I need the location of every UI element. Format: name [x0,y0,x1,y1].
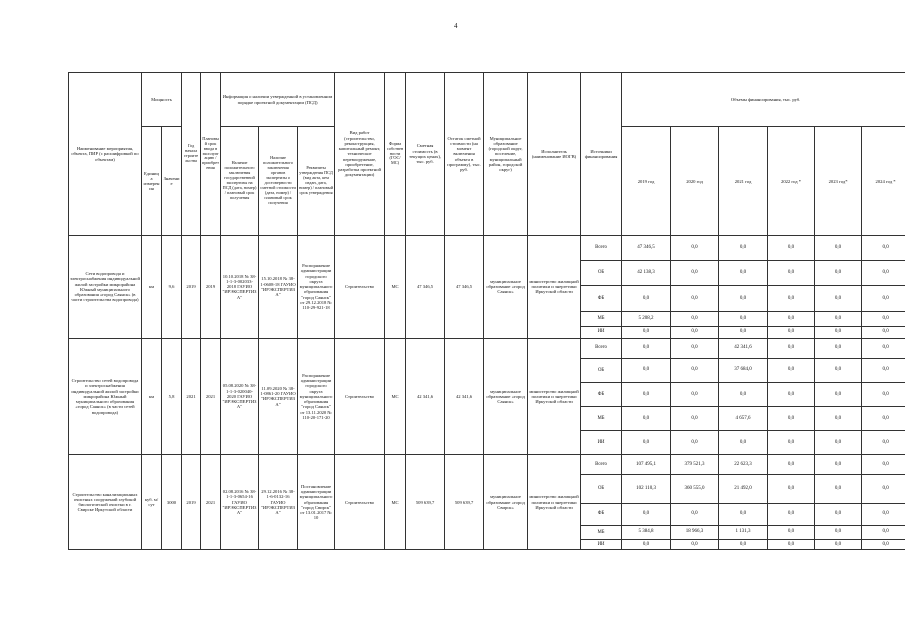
year-header-2020: 2020 год [671,127,719,236]
capacity-value: 9,6 [162,236,182,339]
capacity-value: 3000 [162,455,182,550]
remaining-cost: 509 639,7 [445,455,484,550]
funding-value: 0,0 [862,539,905,549]
funding-value: 0,0 [815,455,862,475]
funding-value: 0,0 [815,358,862,382]
funding-value: 4 657,6 [719,407,768,431]
funding-source: ФБ [581,503,622,525]
ownership-form: МС [385,455,406,550]
funding-value: 0,0 [862,286,905,312]
funding-value: 0,0 [815,382,862,406]
psd-cost: 15.10.2018 № 38-1-0608-18 ГАУИО "ИРЭКСПЕРТИЗА" [259,236,298,339]
funding-value: 0,0 [719,382,768,406]
estimate-cost: 47 346,5 [406,236,445,339]
funding-value: 0,0 [815,431,862,455]
funding-value: 0,0 [862,431,905,455]
funding-source: ОБ [581,358,622,382]
funding-value: 0,0 [768,525,815,539]
ownership-form: МС [385,236,406,339]
plan-year: 2019 [201,236,221,339]
funding-value: 0,0 [768,407,815,431]
funding-source: Всего [581,455,622,475]
funding-value: 0,0 [815,407,862,431]
funding-value: 37 684,0 [719,358,768,382]
funding-value: 0,0 [768,503,815,525]
executor: министерство жилищной политики и энергетики Иркутской области [528,338,581,455]
funding-value: 0,0 [862,358,905,382]
funding-value: 0,0 [622,407,671,431]
funding-value: 0,0 [815,475,862,503]
header-row-1 [69,73,905,127]
funding-value: 0,0 [719,326,768,338]
investment-program-table [68,72,905,550]
funding-source: МБ [581,407,622,431]
work-type: Строительство [335,338,385,455]
funding-value: 0,0 [719,312,768,326]
funding-source: МБ [581,525,622,539]
estimate-cost: 509 639,7 [406,455,445,550]
col-start-header: Год начала строительства [182,73,201,236]
funding-value: 0,0 [862,236,905,261]
funding-value: 0,0 [671,286,719,312]
funding-value: 0,0 [815,338,862,358]
funding-value: 107 495,1 [622,455,671,475]
funding-value: 18 966,3 [671,525,719,539]
year-header-2021: 2021 год [719,127,768,236]
col-psd-header: Информация о наличии утвержденной в установленном порядке проектной документации (ПСД) [221,73,335,127]
funding-value: 0,0 [768,539,815,549]
year-header-2023: 2023 год* [815,127,862,236]
funding-value: 379 521,3 [671,455,719,475]
plan-year: 2021 [201,455,221,550]
funding-value: 0,0 [671,503,719,525]
funding-value: 0,0 [622,326,671,338]
col-psd-exp-header: Наличие положительного заключения государственной экспертизы на ПСД (дата, номер) / плановый срок получения [221,127,259,236]
funding-value: 47 346,5 [622,236,671,261]
funding-value: 0,0 [622,431,671,455]
work-type: Строительство [335,455,385,550]
year-header-2022: 2022 год * [768,127,815,236]
funding-value: 0,0 [768,326,815,338]
col-mo-header: Муниципальное образование (городской округ, поселение, муниципальный район, городской округ) [484,73,528,236]
funding-value: 0,0 [719,236,768,261]
remaining-cost: 47 346,5 [445,236,484,339]
capacity-unit: км [142,236,162,339]
funding-source: ИИ [581,431,622,455]
funding-source: Всего [581,338,622,358]
ownership-form: МС [385,338,406,455]
funding-value: 0,0 [862,503,905,525]
funding-value: 0,0 [622,539,671,549]
funding-source: ИИ [581,539,622,549]
funding-value: 0,0 [622,503,671,525]
funding-value: 102 110,3 [622,475,671,503]
funding-value: 0,0 [671,431,719,455]
year-header-2019: 2019 год [622,127,671,236]
start-year: 2019 [182,236,201,339]
funding-value: 0,0 [671,312,719,326]
funding-value: 0,0 [815,525,862,539]
object-name: Сети водопровода и электроснабжения индивидуальной жилой застройки микрорайона Южный муниципального образования «город Саянск» (в части строительства водопровода) [69,236,142,339]
funding-source: ОБ [581,261,622,286]
funding-value: 0,0 [862,455,905,475]
funding-value: 0,0 [768,338,815,358]
funding-value: 0,0 [768,431,815,455]
funding-value: 0,0 [815,236,862,261]
funding-source: МБ [581,312,622,326]
funding-value: 0,0 [671,326,719,338]
funding-value: 0,0 [815,312,862,326]
funding-value: 0,0 [671,539,719,549]
col-plan-header: Плановый срок ввода в эксплуатацию / приобретения [201,73,221,236]
col-value-header: Значение [162,127,182,236]
funding-value: 22 623,3 [719,455,768,475]
funding-value: 0,0 [671,338,719,358]
table-row [69,236,905,261]
col-sources-header: Источники финансирования [581,73,622,236]
object-name: Строительство канализационных очистных сооружений глубокой биологической очистки в г. Свирске Иркутской области [69,455,142,550]
start-year: 2019 [182,455,201,550]
funding-value: 0,0 [622,338,671,358]
funding-value: 0,0 [719,261,768,286]
start-year: 2021 [182,338,201,455]
funding-value: 0,0 [768,286,815,312]
funding-value: 0,0 [671,358,719,382]
funding-value: 0,0 [671,407,719,431]
table-row [69,455,905,475]
funding-value: 0,0 [862,475,905,503]
funding-value: 0,0 [862,312,905,326]
col-work-header: Вид работ (строительство, реконструкция, капитальный ремонт, техническое перевооружение, приобретение, разработка проектной документации) [335,73,385,236]
funding-source: ИИ [581,326,622,338]
capacity-unit: куб. м/сут [142,455,162,550]
funding-value: 0,0 [719,503,768,525]
funding-value: 0,0 [768,475,815,503]
funding-value: 0,0 [719,431,768,455]
funding-value: 5 384,8 [622,525,671,539]
year-header-2024: 2024 год * [862,127,905,236]
object-name: Строительство сетей водопровода и электроснабжения индивидуальной жилой застройки микрорайона Южный муниципального образования «город Саянск» (в части сетей водопровода) [69,338,142,455]
psd-approval: Распоряжение администрации городского округа муниципального образования "город Саянск" от 13.11.2020 № 110-20-171-20 [298,338,335,455]
funding-value: 0,0 [768,455,815,475]
page-number: 4 [454,22,458,30]
funding-value: 0,0 [622,358,671,382]
funding-value: 0,0 [862,338,905,358]
capacity-value: 5,8 [162,338,182,455]
funding-value: 0,0 [622,286,671,312]
funding-source: ФБ [581,286,622,312]
capacity-unit: км [142,338,162,455]
funding-value: 0,0 [862,261,905,286]
funding-value: 21 492,0 [719,475,768,503]
estimate-cost: 42 341,6 [406,338,445,455]
col-form-header: Форма собственности (ГОС/МС) [385,73,406,236]
col-executor-header: Исполнитель (наименование ИОГВ) [528,73,581,236]
executor: министерство жилищной политики и энергетики Иркутской области [528,236,581,339]
funding-value: 0,0 [671,382,719,406]
funding-value: 0,0 [862,326,905,338]
funding-value: 0,0 [862,525,905,539]
psd-cost: 29.12.2016 № 38-1-6-0132-16 ГАУИО "ИРЭКСПЕРТИЗА" [259,455,298,550]
funding-value: 5 208,2 [622,312,671,326]
col-psd-approval-header: Реквизиты утверждения ПСД (вид акта, кем издан, дата, номер) / плановый срок утверждения [298,127,335,236]
funding-value: 0,0 [815,286,862,312]
funding-value: 0,0 [815,539,862,549]
funding-value: 0,0 [815,503,862,525]
col-name-header: Наименование мероприятия, объекта, ПИР (с расшифровкой по объектам) [69,73,142,236]
funding-value: 360 555,0 [671,475,719,503]
funding-value: 0,0 [671,261,719,286]
psd-approval: Постановление администрации муниципального образования "город Свирск" от 13.01.2017 № 10 [298,455,335,550]
funding-value: 42 341,6 [719,338,768,358]
funding-value: 0,0 [815,326,862,338]
col-capacity-header: Мощность [142,73,182,127]
remaining-cost: 42 341,6 [445,338,484,455]
funding-value: 0,0 [768,312,815,326]
col-remain-header: Остаток сметной стоимости (на момент включения объекта в программу), тыс. руб. [445,73,484,236]
funding-source: ФБ [581,382,622,406]
col-estimate-header: Сметная стоимость (в текущих ценах), тыс. руб. [406,73,445,236]
municipality: муниципальное образование «город Саянск» [484,338,528,455]
funding-source: ОБ [581,475,622,503]
funding-value: 0,0 [719,286,768,312]
psd-expertise: 02.08.2016 № 38-1-1-3-0654-16 ГАУИО "ИРЭКСПЕРТИЗА" [221,455,259,550]
funding-value: 0,0 [815,261,862,286]
funding-value: 0,0 [671,236,719,261]
psd-approval: Распоряжение администрации городского округа муниципального образования "город Саянск" от 29.12.2018 № 110-29-921-18 [298,236,335,339]
municipality: муниципальное образование «город Свирск» [484,455,528,550]
municipality: муниципальное образование «город Саянск» [484,236,528,339]
psd-expertise: 10.10.2018 № 38-1-1-3-002033-2018 ГАУИО "ИРЭКСПЕРТИЗА" [221,236,259,339]
funding-value: 0,0 [768,236,815,261]
col-unit-header: Единица измерения [142,127,162,236]
table-row [69,338,905,358]
psd-expertise: 05.08.2020 № 38-1-1-3-020040-2020 ГАУИО "ИРЭКСПЕРТИЗА" [221,338,259,455]
col-funding-header: Объемы финансирования, тыс. руб. [622,73,905,127]
funding-value: 0,0 [719,539,768,549]
col-psd-cost-header: Наличие положительного заключения органов экспертизы о достоверности сметной стоимости (дата, номер) / плановый срок получения [259,127,298,236]
funding-source: Всего [581,236,622,261]
psd-cost: 11.09.2020 № 38-1-0861-20 ГАУИО "ИРЭКСПЕРТИЗА" [259,338,298,455]
executor: министерство жилищной политики и энергетики Иркутской области [528,455,581,550]
funding-value: 0,0 [768,261,815,286]
funding-value: 1 131,3 [719,525,768,539]
funding-value: 0,0 [768,382,815,406]
plan-year: 2021 [201,338,221,455]
work-type: Строительство [335,236,385,339]
funding-value: 0,0 [862,407,905,431]
funding-value: 0,0 [768,358,815,382]
funding-value: 0,0 [622,382,671,406]
funding-value: 0,0 [862,382,905,406]
funding-value: 42 138,3 [622,261,671,286]
